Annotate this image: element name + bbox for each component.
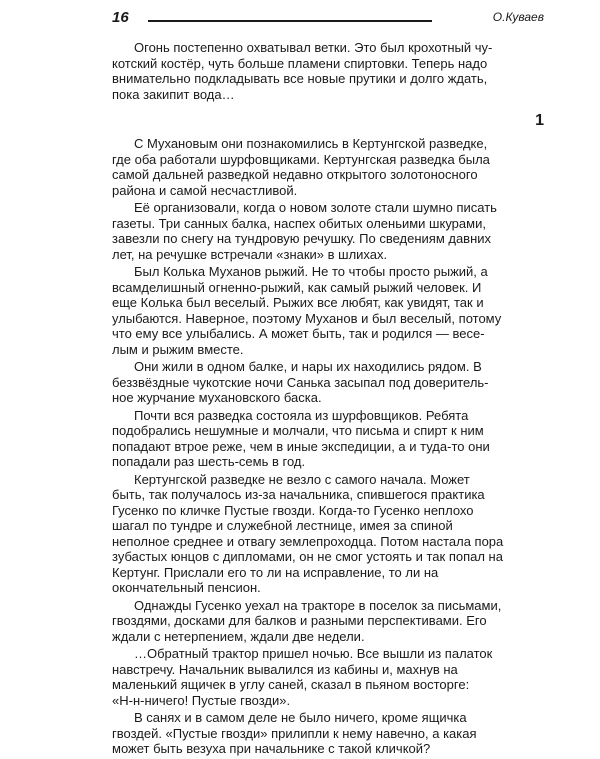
- paragraph: Был Колька Муханов рыжий. Не то чтобы просто рыжий, а всамделишный огненно-рыжий, как самый рыжий человек. И еще Колька был веселый. Рыжих все любят, как увидят, так и улыбаются. Наверное, поэтому Муханов и был веселый, потому что ему все улыбались. А может быть, так и родился — весе- лым и рыжим вместе.: [112, 264, 502, 357]
- paragraph: Кертунгской разведке не везло с самого начала. Может быть, так получалось из-за начальника, спившегося практика Гусенко по кличке Пустые гвозди. Когда-то Гусенко неплохо шагал по тундре и служебной лестнице, имея за спиной неполное среднее и отвагу землепроходца. Потом настала пора зубастых юнцов с дипломами, он не смог устоять и так попал на Кертунг. Прислали его то ли на исправление, то ли на окончательный пенсион.: [112, 471, 504, 595]
- paragraph: Её организовали, когда о новом золоте стали шумно писать газеты. Три санных балка, наспех обитых оленьими шкурами, завезли по снегу на тундровую речушку. По сведениям давних лет, на речушке встречали «знаки» в шлихах.: [112, 200, 497, 262]
- paragraph: В санях и в самом деле не было ничего, кроме ящичка гвоздей. «Пустые гвозди» прилипли к нему навечно, а какая может быть везуха при начальнике с такой кличкой?: [112, 710, 477, 756]
- paragraph: …Обратный трактор пришел ночью. Все вышли из палаток навстречу. Начальник вывалился из кабины и, махнув на маленький ящичек в углу саней, сказал в пьяном восторге: «Н-н-ничего! Пустые гвозди».: [112, 646, 493, 708]
- page-number: 16: [112, 9, 129, 26]
- paragraph: С Мухановым они познакомились в Кертунгской разведке, где оба работали шурфовщиками. Кертунгская разведка была самой дальней разведкой недавно открытого золотоносного района и самой несчастливой.: [112, 136, 490, 198]
- paragraph: Почти вся разведка состояла из шурфовщиков. Ребята подобрались нешумные и молчали, что письма и спирт к ним попадают втрое реже, чем в иные экспедиции, а и туда-то они попадали раз шесть-семь в год.: [112, 407, 490, 469]
- paragraph: Они жили в одном балке, и нары их находились рядом. В беззвёздные чукотские ночи Санька засыпал под доверитель- ное журчание мухановского баска.: [112, 359, 489, 405]
- chapter-number: 1: [535, 112, 544, 129]
- intro-text: [112, 40, 544, 104]
- header-rule: [148, 20, 432, 22]
- page-header: [112, 7, 544, 31]
- intro-paragraph: Огонь постепенно охватывал ветки. Это был крохотный чу- котский костёр, чуть больше пламени спиртовки. Теперь надо внимательно подкладывать все новые прутики и долго ждать, пока закипит вода…: [112, 40, 493, 102]
- paragraph: Однажды Гусенко уехал на тракторе в поселок за письмами, гвоздями, досками для балков и разными перспективами. Его ждали с нетерпением, ждали две недели.: [112, 597, 502, 644]
- running-head-author: О.Куваев: [492, 10, 544, 24]
- chapter-body: [112, 136, 544, 759]
